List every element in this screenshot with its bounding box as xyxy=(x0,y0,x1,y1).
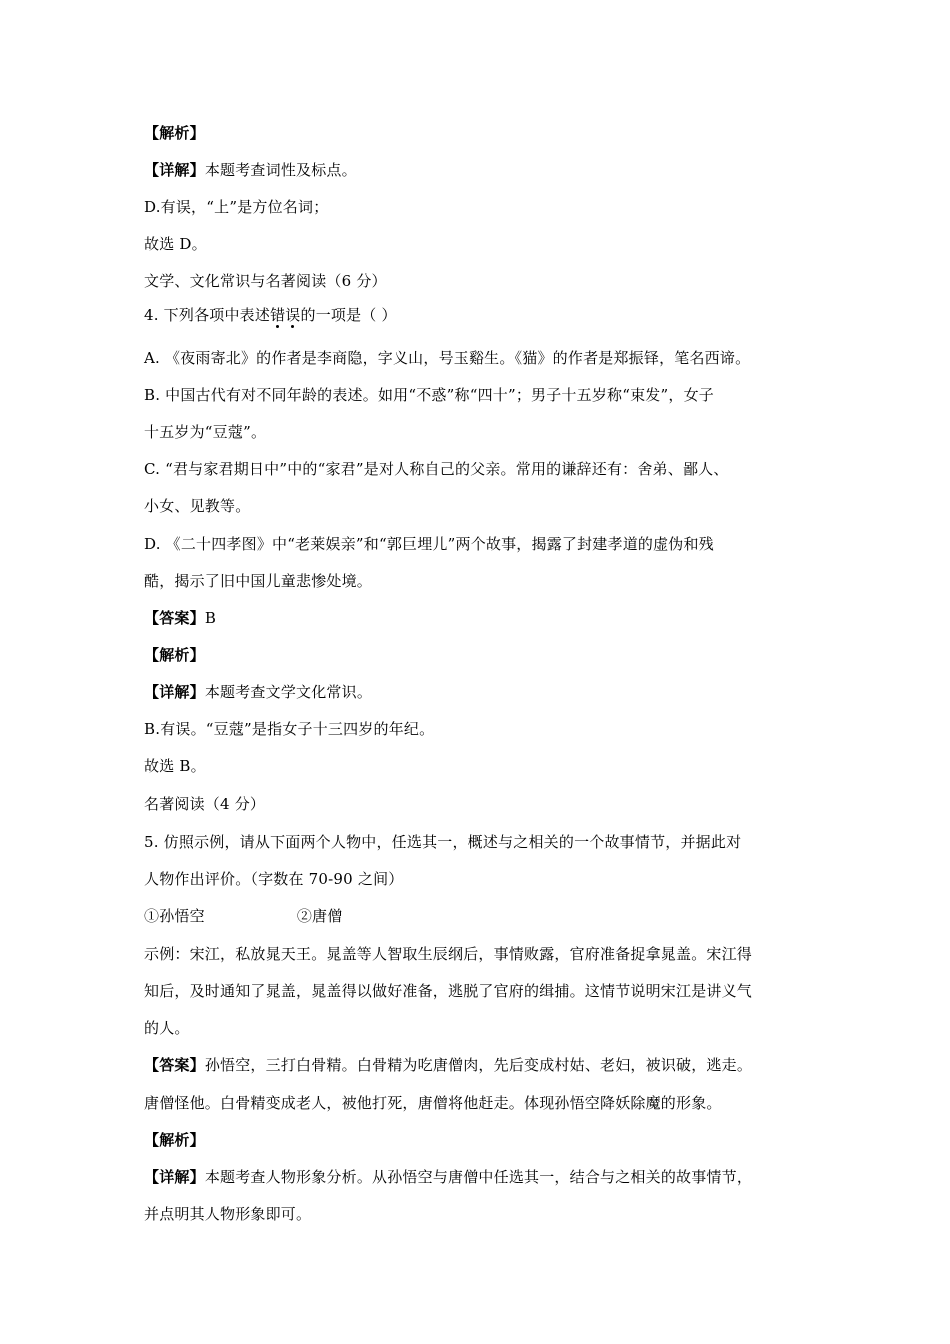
conclusion-line: 故选 B。 xyxy=(144,757,206,775)
option-c: C. “君与家君期日中”中的“家君”是对人称自己的父亲。常用的谦辞还有：舍弟、鄙人、 xyxy=(144,460,729,478)
detail-line: 【详解】本题考查文学文化常识。 xyxy=(144,683,373,701)
question-5-cont: 人物作出评价。（字数在 70-90 之间） xyxy=(144,870,404,888)
emphasis-char: 错 xyxy=(270,306,286,324)
question-4-stem: 4. 下列各项中表述错误的一项是（ ） xyxy=(144,306,397,324)
analysis-heading: 【解析】 xyxy=(144,124,205,142)
question-5-stem: 5. 仿照示例，请从下面两个人物中，任选其一，概述与之相关的一个故事情节，并据此对 xyxy=(144,833,742,851)
option-d-cont: 酷，揭示了旧中国儿童悲惨处境。 xyxy=(144,572,373,590)
option-d: D. 《二十四孝图》中“老莱娱亲”和“郭巨埋儿”两个故事，揭露了封建孝道的虚伪和残 xyxy=(144,535,714,553)
character-option-1: ①孙悟空 xyxy=(144,907,205,925)
example-line-end: 的人。 xyxy=(144,1019,190,1037)
detail-line: 【详解】本题考查人物形象分析。从孙悟空与唐僧中任选其一，结合与之相关的故事情节， xyxy=(144,1168,753,1186)
option-a: A. 《夜雨寄北》的作者是李商隐，字义山，号玉谿生。《猫》的作者是郑振铎，笔名西谛。 xyxy=(144,349,751,367)
answer-line: 【答案】孙悟空，三打白骨精。白骨精为吃唐僧肉，先后变成村姑、老妇，被识破，逃走。 xyxy=(144,1056,753,1074)
detail-line-cont: 并点明其人物形象即可。 xyxy=(144,1205,312,1223)
example-line-cont: 知后，及时通知了晁盖，晁盖得以做好准备，逃脱了官府的缉捕。这情节说明宋江是讲义气 xyxy=(144,982,753,1000)
analysis-heading: 【解析】 xyxy=(144,646,205,664)
character-options xyxy=(144,905,814,927)
option-b-cont: 十五岁为“豆蔻”。 xyxy=(144,423,267,441)
answer-line-cont: 唐僧怪他。白骨精变成老人，被他打死，唐僧将他赶走。体现孙悟空降妖除魔的形象。 xyxy=(144,1094,722,1112)
example-line: 示例：宋江，私放晁天王。晁盖等人智取生辰纲后，事情败露，官府准备捉拿晁盖。宋江得 xyxy=(144,945,753,963)
section-heading: 名著阅读（4 分） xyxy=(144,795,266,813)
answer-line: 【答案】B xyxy=(144,609,217,627)
character-option-2: ②唐僧 xyxy=(296,907,343,925)
explanation-line: D.有误，“上”是方位名词； xyxy=(144,198,329,216)
section-heading: 文学、文化常识与名著阅读（6 分） xyxy=(144,272,387,290)
emphasis-char: 误 xyxy=(285,306,301,324)
option-c-cont: 小女、见教等。 xyxy=(144,497,251,515)
analysis-heading: 【解析】 xyxy=(144,1131,205,1149)
explanation-line: B.有误。“豆蔻”是指女子十三四岁的年纪。 xyxy=(144,720,435,738)
conclusion-line: 故选 D。 xyxy=(144,235,207,253)
detail-line: 【详解】本题考查词性及标点。 xyxy=(144,161,357,179)
option-b: B. 中国古代有对不同年龄的表述。如用“不惑”称“四十”；男子十五岁称“束发”，女子 xyxy=(144,386,714,404)
